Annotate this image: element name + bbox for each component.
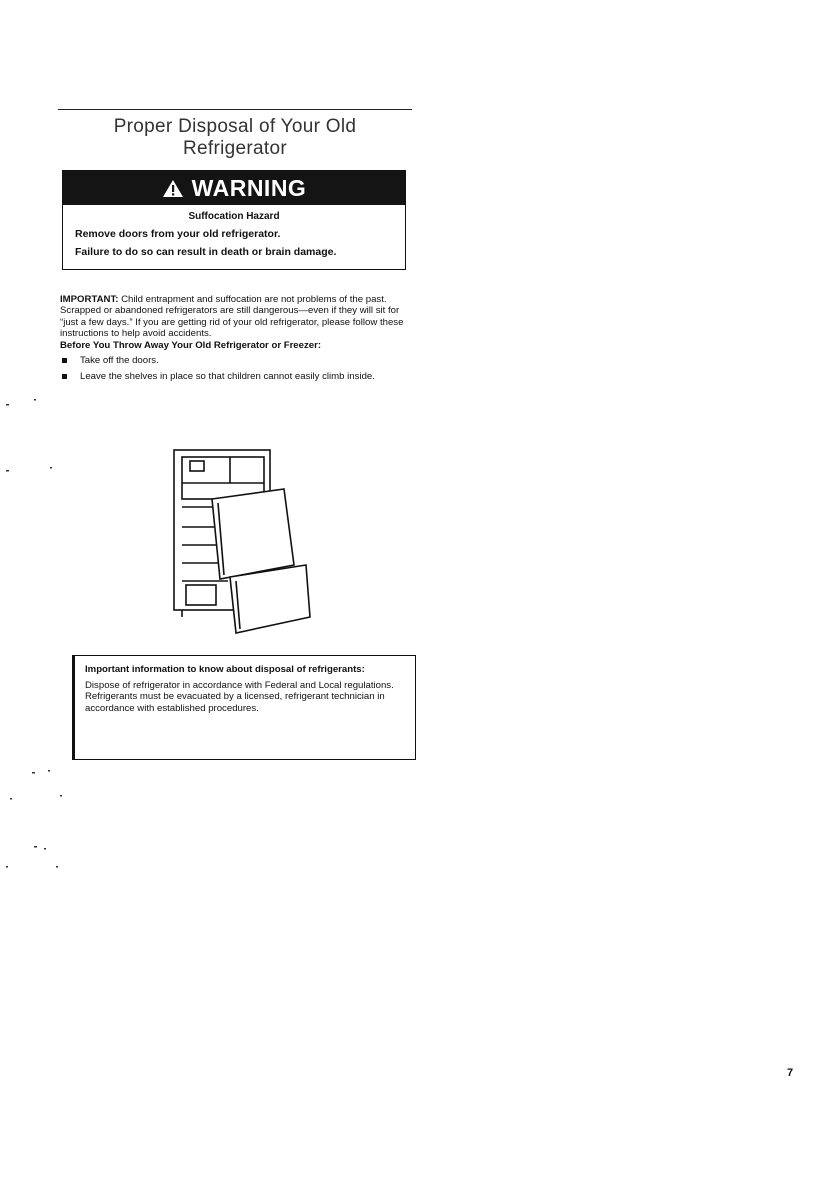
- info-heading: Important information to know about disposal of refrigerants:: [85, 664, 365, 675]
- page-number: 7: [787, 1067, 794, 1079]
- warning-banner-label: WARNING: [191, 174, 307, 201]
- bullet-text: Leave the shelves in place so that children cannot easily climb inside.: [80, 371, 375, 383]
- important-lead: IMPORTANT:: [60, 294, 119, 305]
- info-body: Dispose of refrigerator in accordance with Federal and Local regulations. Refrigerants must be evacuated by a licensed, refrigerant technician in accordance with established procedures.: [85, 679, 394, 714]
- scan-specks: [0, 0, 120, 880]
- warning-line-2: Failure to do so can result in death or brain damage.: [75, 246, 337, 258]
- bullet-text: Take off the doors.: [80, 355, 159, 367]
- important-text: Child entrapment and suffocation are not problems of the past. Scrapped or abandoned refrigerators are still dangerous—even if they will sit for “just a few days.” If you are getting rid of your old refrigerator, please follow these instructions to help avoid accidents.: [60, 294, 404, 340]
- title-line-2: Refrigerator: [183, 138, 287, 159]
- refrigerant-info-box: [72, 655, 416, 760]
- hazard-label: Suffocation Hazard: [188, 211, 280, 222]
- refrigerator-illustration: [168, 445, 318, 640]
- title-line-1: Proper Disposal of Your Old: [113, 116, 357, 137]
- warning-triangle-icon: [162, 179, 184, 198]
- before-heading: Before You Throw Away Your Old Refrigerator or Freezer:: [60, 339, 322, 351]
- warning-line-1: Remove doors from your old refrigerator.: [75, 228, 281, 240]
